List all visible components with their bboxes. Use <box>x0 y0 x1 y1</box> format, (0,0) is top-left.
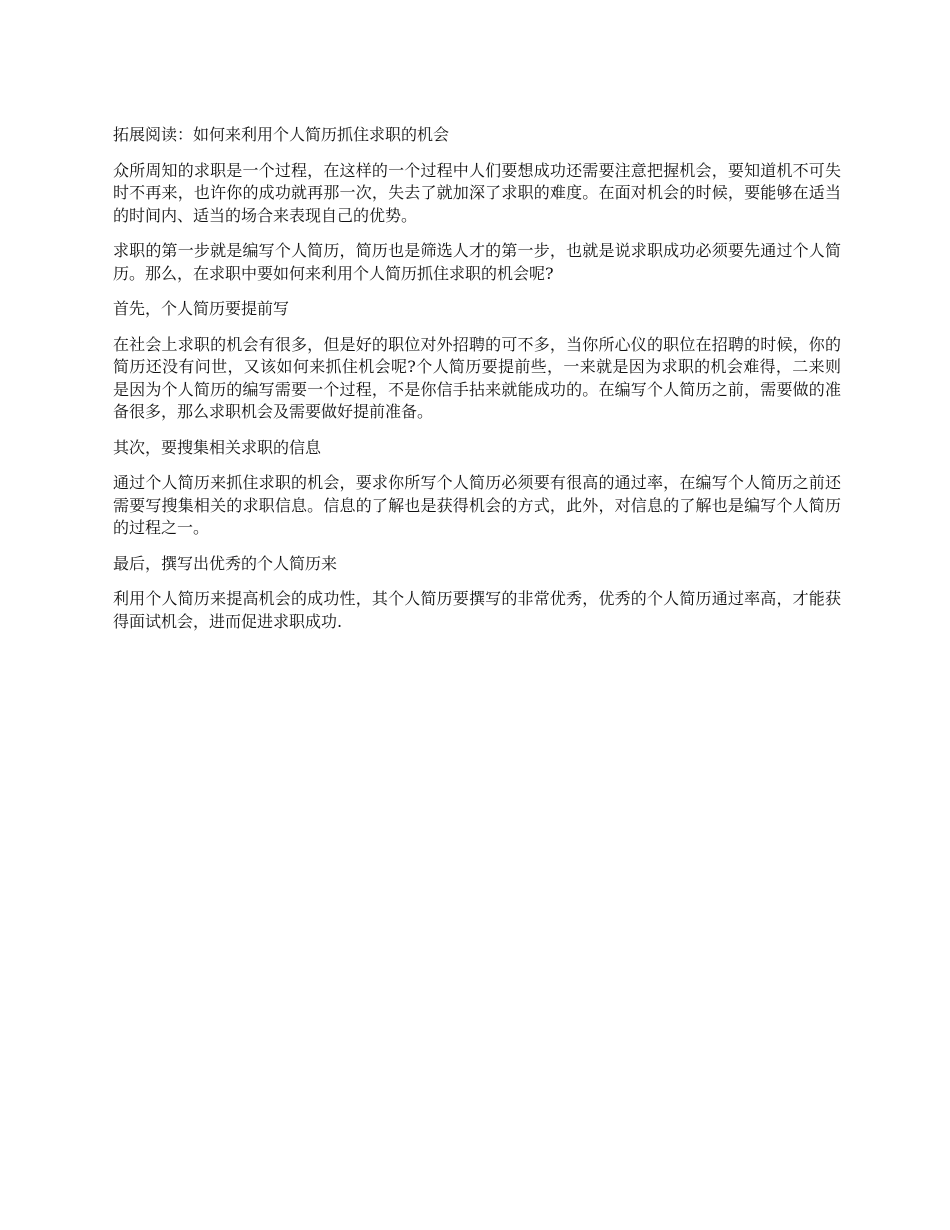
paragraph-first-step: 求职的第一步就是编写个人简历，简历也是筛选人才的第一步，也就是说求职成功必须要先通过个人简历。那么，在求职中要如何来利用个人简历抓住求职的机会呢? <box>113 241 841 283</box>
paragraph-intro: 众所周知的求职是一个过程，在这样的一个过程中人们要想成功还需要注意把握机会，要知道机不可失时不再来，也许你的成功就再那一次，失去了就加深了求职的难度。在面对机会的时候，要能够在适当的时间内、适当的场合来表现自己的优势。 <box>113 160 841 225</box>
section-heading-first: 首先，个人简历要提前写 <box>113 299 290 318</box>
section-heading-last: 最后，撰写出优秀的个人简历来 <box>113 553 338 573</box>
document-body <box>113 124 841 646</box>
document-title: 拓展阅读：如何来利用个人简历抓住求职的机会 <box>113 125 450 144</box>
paragraph-collect-info: 通过个人简历来抓住求职的机会，要求你所写个人简历必须要有很高的通过率，在编写个人简历之前还需要写搜集相关的求职信息。信息的了解也是获得机会的方式，此外，对信息的了解也是编写个人简历的过程之一。 <box>113 473 841 537</box>
section-heading-second: 其次，要搜集相关求职的信息 <box>113 437 322 457</box>
paragraph-excellent-resume: 利用个人简历来提高机会的成功性，其个人简历要撰写的非常优秀，优秀的个人简历通过率高，才能获得面试机会，进而促进求职成功. <box>113 589 841 631</box>
paragraph-write-early: 在社会上求职的机会有很多，但是好的职位对外招聘的可不多，当你所心仪的职位在招聘的时候，你的简历还没有问世，又该如何来抓住机会呢?个人简历要提前些，一来就是因为求职的机会难得，二来则是因为个人简历的编写需要一个过程，不是你信手拈来就能成功的。在编写个人简历之前，需要做的准备很多，那么求职机会及需要做好提前准备。 <box>113 334 841 421</box>
